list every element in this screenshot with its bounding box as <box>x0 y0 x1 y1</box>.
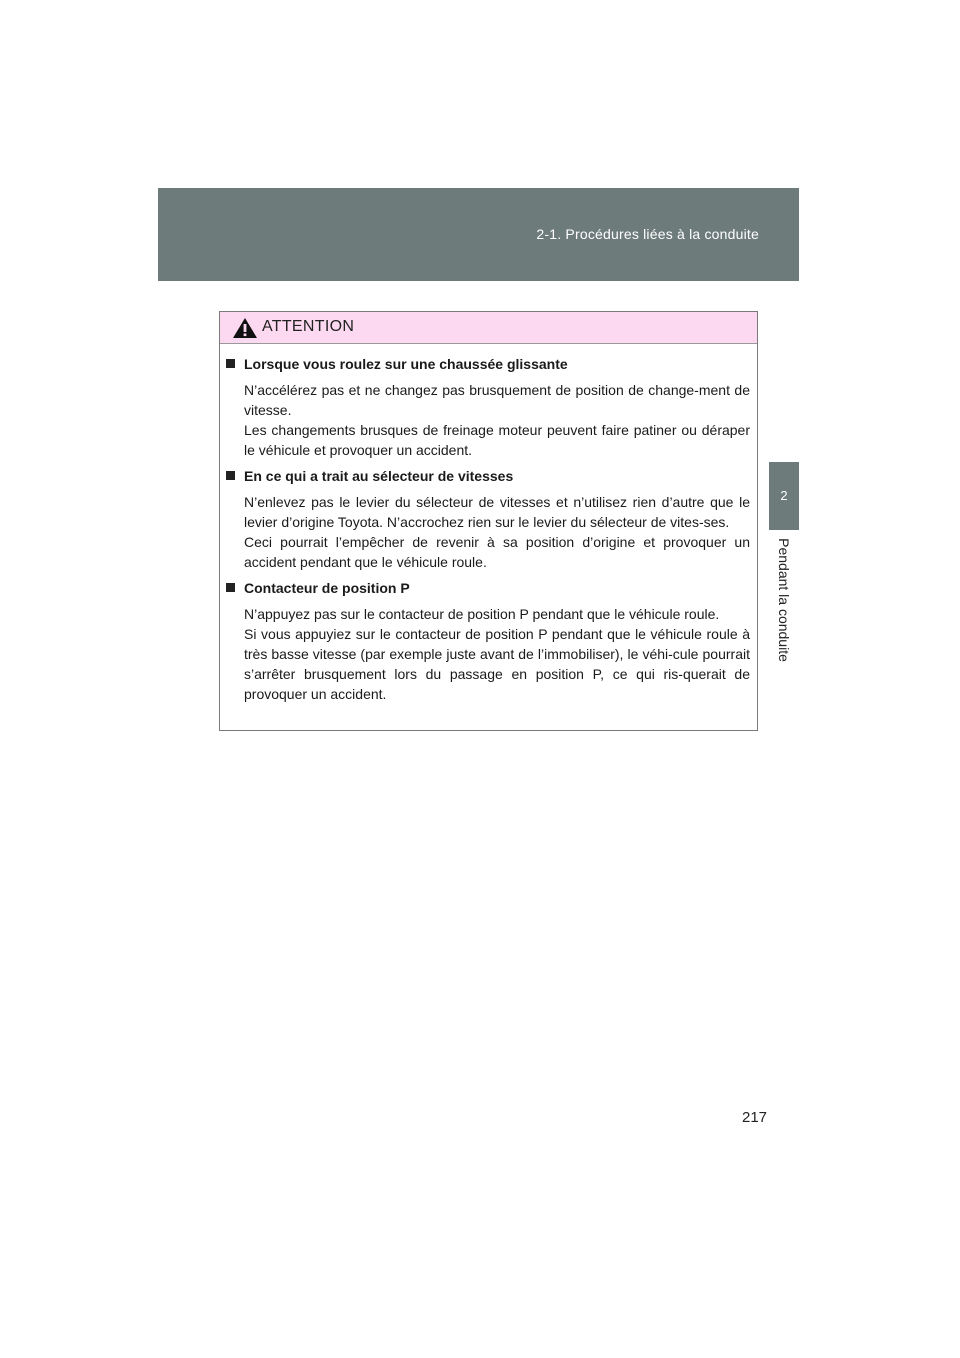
section-heading: En ce qui a trait au sélecteur de vitesses <box>226 466 750 486</box>
warning-box <box>219 311 758 731</box>
warning-section <box>226 466 750 572</box>
bullet-square-icon <box>226 471 235 480</box>
chapter-number: 2 <box>780 488 788 503</box>
section-paragraph: N’appuyez pas sur le contacteur de position P pendant que le véhicule roule. <box>244 606 720 622</box>
warning-header <box>220 312 757 344</box>
section-paragraph: N’accélérez pas et ne changez pas brusquement de position de change-ment de vitesse. <box>244 382 750 418</box>
page-number: 217 <box>742 1109 768 1126</box>
section-title: 2-1. Procédures liées à la conduite <box>536 226 759 242</box>
bullet-square-icon <box>226 583 235 592</box>
warning-triangle-icon <box>232 317 258 339</box>
warning-body <box>220 344 757 704</box>
section-paragraph: Les changements brusques de freinage moteur peuvent faire patiner ou déraper le véhicule et provoquer un accident. <box>244 422 750 458</box>
header-band <box>158 188 799 281</box>
warning-section <box>226 354 750 460</box>
chapter-label: Pendant la conduite <box>776 538 792 662</box>
warning-title: ATTENTION <box>262 318 355 335</box>
section-paragraph: Si vous appuyiez sur le contacteur de position P pendant que le véhicule roule à très basse vitesse (par exemple juste avant de l’immobiliser), le véhi-cule pourrait s’arrêter brusquement lors du passage en position P, ce qui ris-querait de provoquer un accident. <box>244 626 750 702</box>
section-paragraph: N’enlevez pas le levier du sélecteur de vitesses et n’utilisez rien d’autre que le levier d’origine Toyota. N’accrochez rien sur le levier du sélecteur de vites-ses. <box>244 494 750 530</box>
section-paragraph: Ceci pourrait l’empêcher de revenir à sa position d’origine et provoquer un accident pendant que le véhicule roule. <box>244 534 750 570</box>
chapter-tab <box>769 462 799 530</box>
section-heading: Lorsque vous roulez sur une chaussée glissante <box>226 354 750 374</box>
section-heading: Contacteur de position P <box>226 578 750 598</box>
warning-section <box>226 578 750 704</box>
bullet-square-icon <box>226 359 235 368</box>
